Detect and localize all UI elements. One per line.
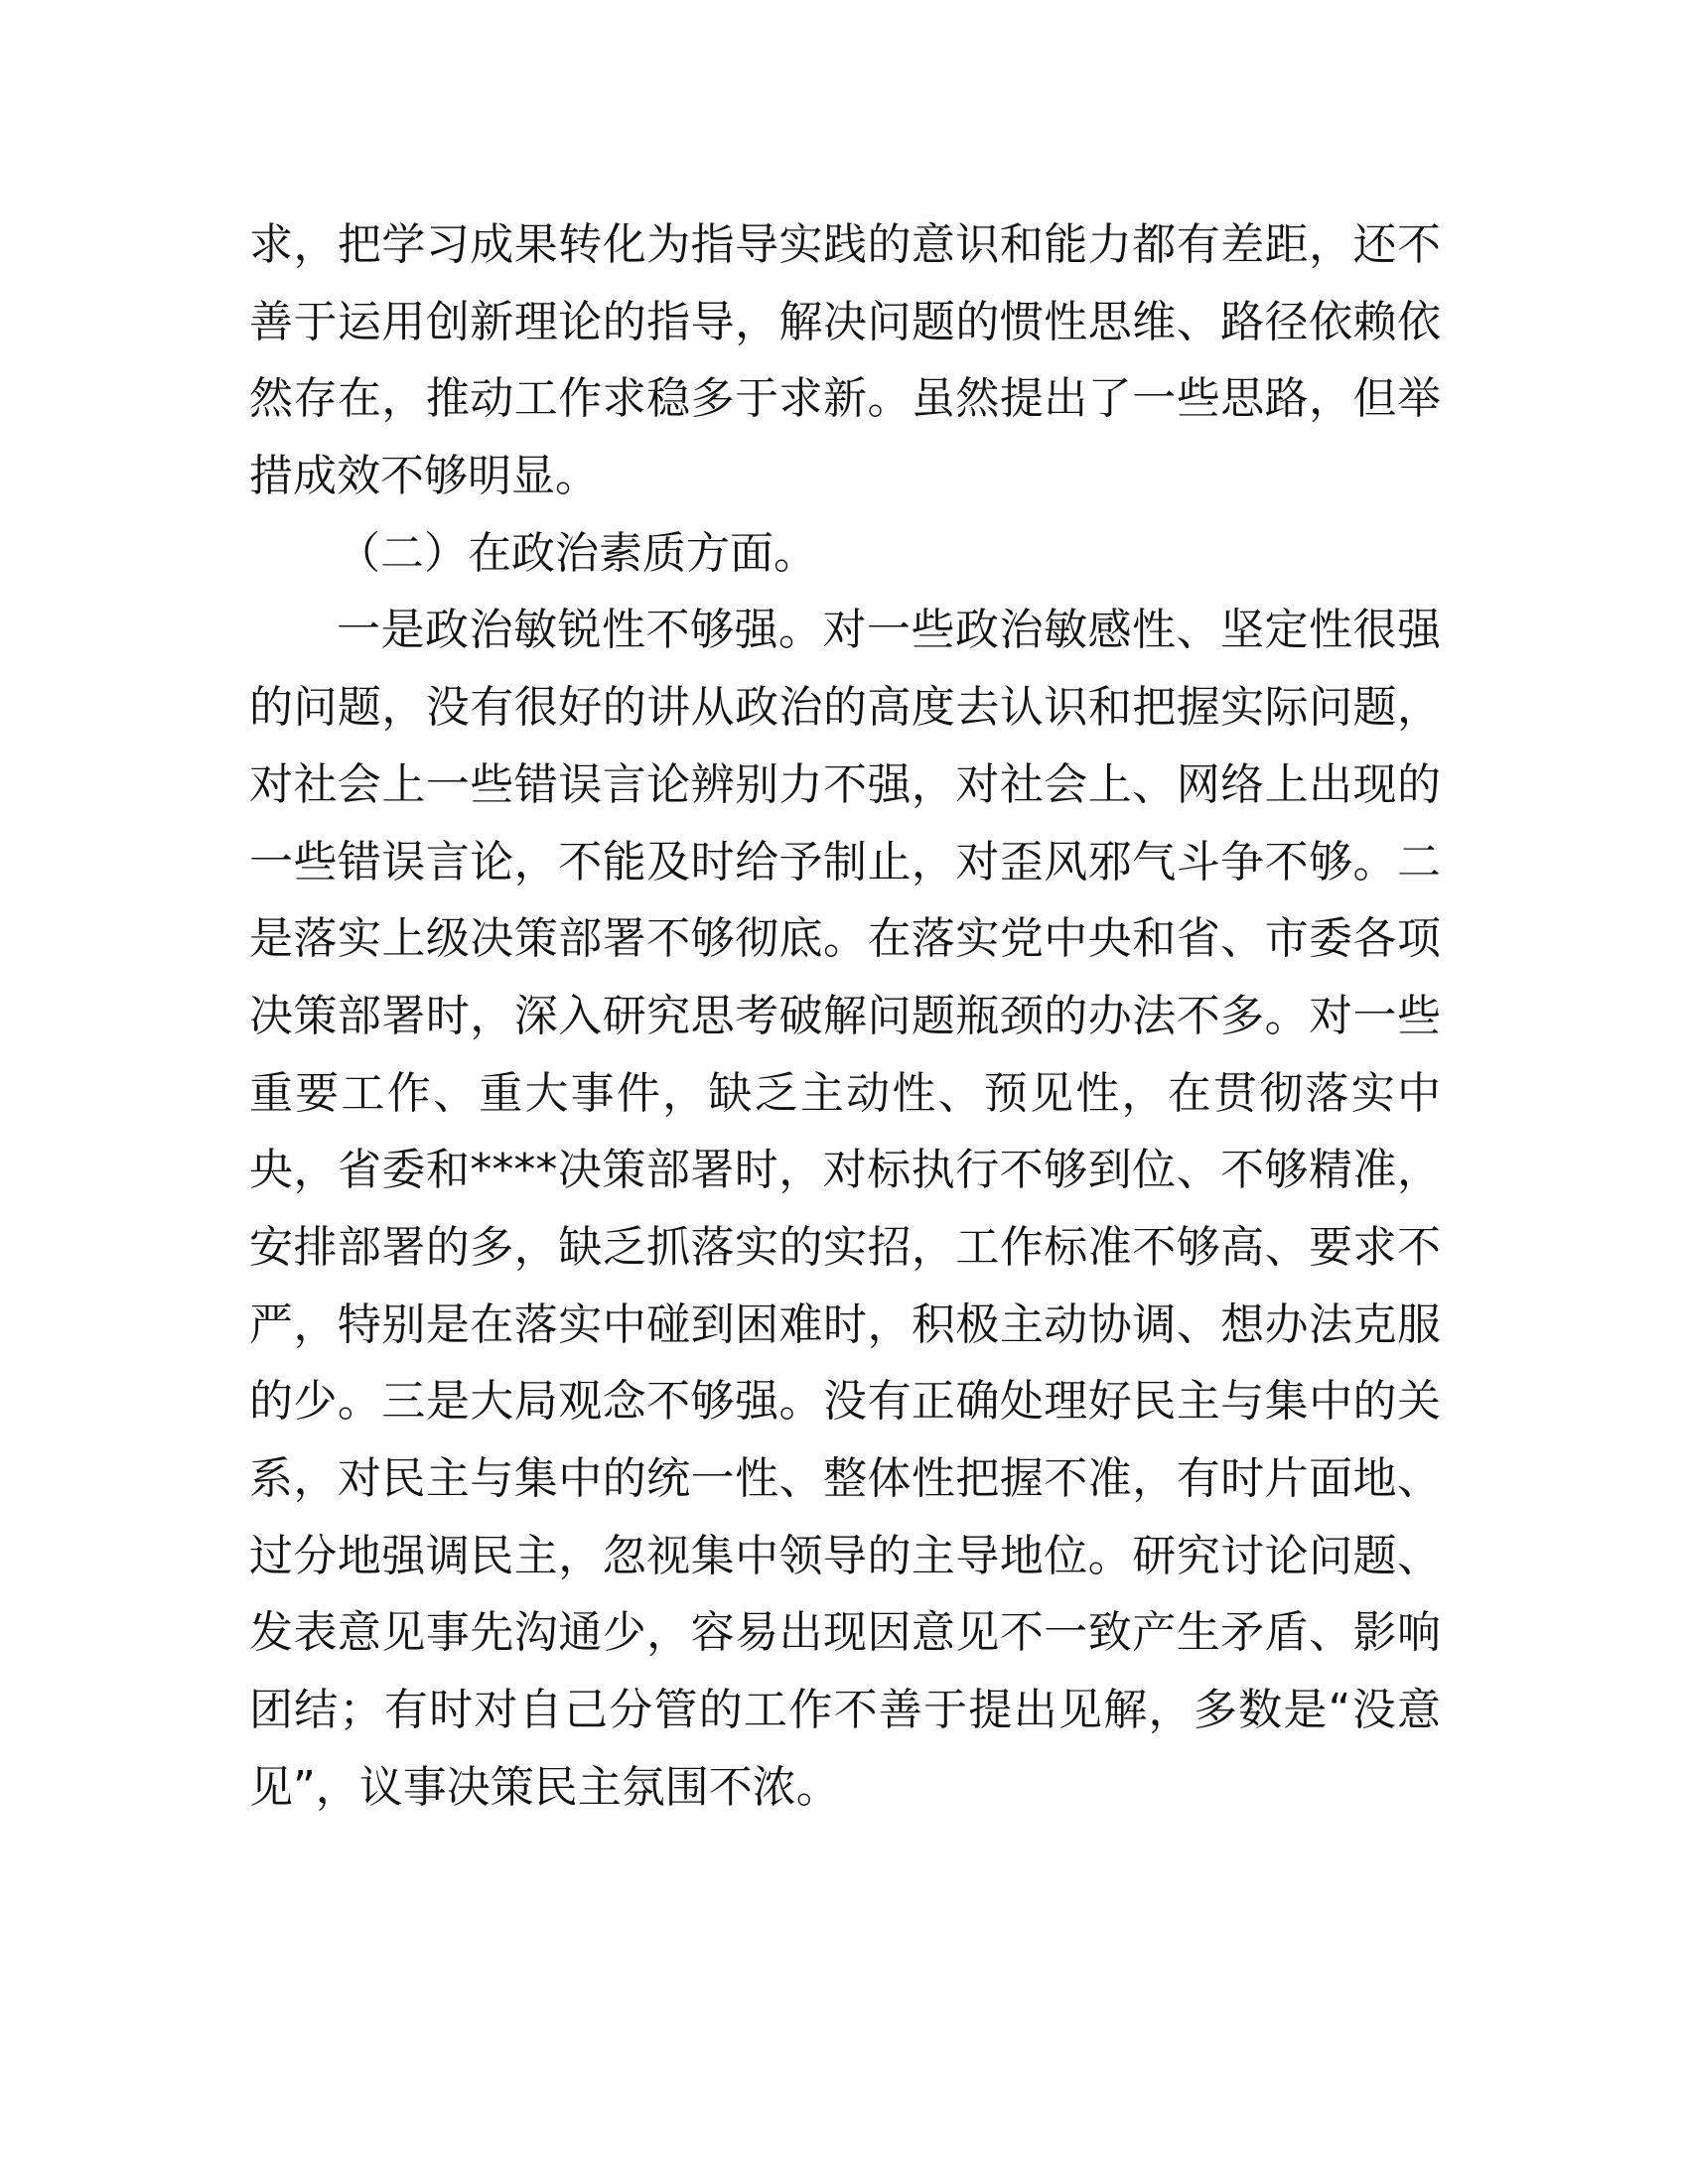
- text-line: 发表意见事先沟通少，容易出现因意见不一致产生矛盾、影响: [249, 1607, 1441, 1659]
- text-line: 决策部署时，深入研究思考破解问题瓶颈的办法不多。对一些: [249, 990, 1441, 1041]
- text-line: 央，省委和****决策部署时，对标执行不够到位、不够精准，: [249, 1145, 1441, 1196]
- text-line: 一些错误言论，不能及时给予制止，对歪风邪气斗争不够。二: [249, 836, 1441, 887]
- text-line: 重要工作、重大事件，缺乏主动性、预见性，在贯彻落实中: [249, 1067, 1441, 1119]
- text-line: 见”，议事决策民主氛围不浓。: [249, 1761, 840, 1813]
- text-line: 严，特别是在落实中碰到困难时，积极主动协调、想办法克服: [249, 1298, 1441, 1350]
- paragraph-continued: [249, 206, 1441, 515]
- text-line: 过分地强调民主，忽视集中领导的主导地位。研究讨论问题、: [249, 1530, 1441, 1581]
- paragraph-political: [249, 592, 1441, 1826]
- text-line: 然存在，推动工作求稳多于求新。虽然提出了一些思路，但举: [249, 373, 1441, 425]
- text-line: 求，把学习成果转化为指导实践的意识和能力都有差距，还不: [249, 219, 1441, 270]
- text-line: 安排部署的多，缺乏抓落实的实招，工作标准不够高、要求不: [249, 1221, 1441, 1273]
- section-heading: （二）在政治素质方面。: [337, 527, 817, 579]
- document-body: [249, 206, 1441, 1826]
- text-line: 的问题，没有很好的讲从政治的高度去认识和把握实际问题，: [249, 682, 1441, 734]
- text-line: 系，对民主与集中的统一性、整体性把握不准，有时片面地、: [249, 1453, 1441, 1504]
- text-line: 善于运用创新理论的指导，解决问题的惯性思维、路径依赖依: [249, 296, 1441, 347]
- text-line: 一是政治敏锐性不够强。对一些政治敏感性、坚定性很强: [337, 605, 1441, 656]
- text-line: 对社会上一些错误言论辨别力不强，对社会上、网络上出现的: [249, 758, 1441, 810]
- text-line: 的少。三是大局观念不够强。没有正确处理好民主与集中的关: [249, 1376, 1441, 1428]
- text-line: 是落实上级决策部署不够彻底。在落实党中央和省、市委各项: [249, 913, 1441, 965]
- text-line: 措成效不够明显。: [249, 451, 599, 502]
- text-line: 团结；有时对自己分管的工作不善于提出见解，多数是“没意: [249, 1685, 1441, 1736]
